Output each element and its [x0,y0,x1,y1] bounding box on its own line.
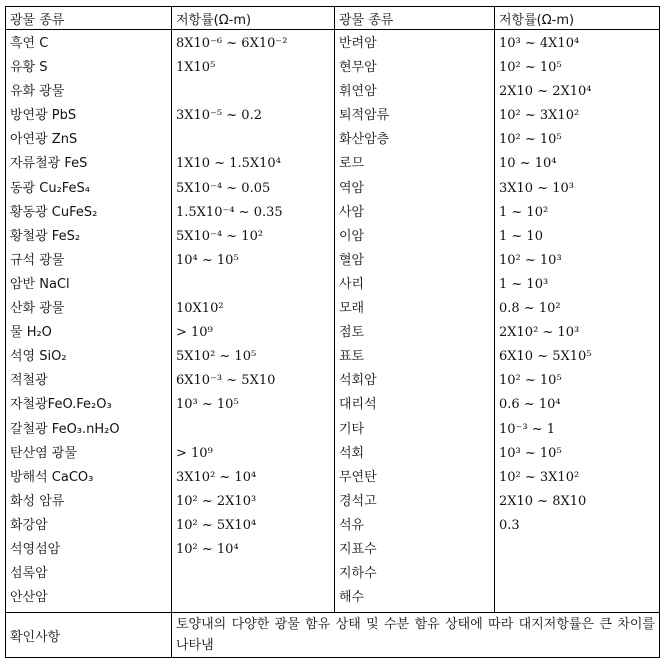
mineral-name: 안산암 [10,590,48,606]
resistivity-value: 5X10⁻⁴ ~ 10² [176,228,264,244]
mineral-name: 산화 광물 [10,301,65,317]
mineral-name: 석영섬암 [10,541,61,557]
resistivity-value: 1X10⁵ [176,60,216,76]
resistivity-value: 5X10² ~ 10⁵ [176,349,257,365]
resistivity-value: 10² ~ 3X10² [499,469,580,485]
right-mineral-column [335,30,495,613]
header-mineral-type-right: 광물 종류 [335,7,495,30]
mineral-name: 경석고 [339,493,377,509]
right-value-column [495,30,660,613]
mineral-name: 화성 암류 [10,493,65,509]
header-row [6,7,660,30]
mineral-name: 규석 광물 [10,252,65,268]
mineral-name: 이암 [339,228,365,244]
resistivity-value: 0.6 ~ 10⁴ [499,397,561,413]
resistivity-value: 3X10 ~ 10³ [499,180,574,196]
mineral-name: 적철광 [10,373,48,389]
resistivity-value [176,128,330,152]
mineral-name: 표토 [339,349,365,365]
resistivity-value: 10⁻³ ~ 1 [499,421,556,437]
mineral-name: 반려암 [339,36,377,51]
resistivity-table-container [5,6,659,662]
resistivity-value [499,562,655,586]
mineral-name: 현무암 [339,60,377,76]
mineral-name: 역암 [339,180,365,196]
resistivity-value: 8X10⁻⁶ ~ 6X10⁻² [176,36,288,51]
resistivity-value: 5X10⁻⁴ ~ 0.05 [176,180,271,196]
left-value-column [172,30,335,613]
mineral-name: 화강암 [10,517,48,533]
note-label: 확인사항 [6,613,172,658]
resistivity-value: 10² ~ 10⁵ [499,132,562,148]
left-mineral-column [6,30,172,613]
mineral-name: 휘연암 [339,84,377,100]
resistivity-value: 10² ~ 10⁵ [499,373,562,389]
mineral-name: 모래 [339,301,365,317]
resistivity-value: 10² ~ 2X10³ [176,493,257,509]
resistivity-value: 1 ~ 10³ [499,276,549,292]
mineral-name: 무연탄 [339,469,377,485]
mineral-name: 사암 [339,204,365,220]
mineral-name: 아연광 ZnS [10,132,78,148]
resistivity-value: 10² ~ 10³ [499,252,562,268]
mineral-name: 기타 [339,421,365,437]
mineral-name: 해수 [339,590,365,606]
mineral-name: 동광 Cu₂FeS₄ [10,180,91,196]
resistivity-value: 1X10 ~ 1.5X10⁴ [176,156,281,172]
resistivity-value: 1.5X10⁻⁴ ~ 0.35 [176,204,283,220]
header-resistivity-left: 저항률(Ω-m) [172,7,335,30]
mineral-name: 황철광 FeS₂ [10,228,81,244]
resistivity-value: 10X10² [176,301,224,317]
mineral-name: 사리 [339,276,365,292]
mineral-name: 지하수 [339,566,377,582]
resistivity-value [176,273,330,297]
mineral-name: 점토 [339,325,365,341]
header-resistivity-right: 저항률(Ω-m) [495,7,660,30]
header-mineral-type-left: 광물 종류 [6,7,172,30]
resistivity-value: 10³ ~ 4X10⁴ [499,36,580,51]
resistivity-value [176,80,330,104]
body-row [6,30,660,613]
resistivity-value: 10² ~ 3X10² [499,108,580,124]
mineral-name: 석영 SiO₂ [10,349,67,365]
mineral-name: 석유 [339,517,365,533]
mineral-name: 황동광 CuFeS₂ [10,204,98,220]
resistivity-value [499,538,655,562]
resistivity-value [176,562,330,586]
resistivity-value: 10³ ~ 10⁵ [176,397,239,413]
resistivity-value: 1 ~ 10² [499,204,549,220]
resistivity-value: 1 ~ 10 [499,228,543,244]
resistivity-value: 2X10² ~ 10³ [499,325,580,341]
resistivity-value: 10 ~ 10⁴ [499,156,557,172]
mineral-name: 석회암 [339,373,377,389]
mineral-name: 자철광FeO.Fe₂O₃ [10,397,112,413]
note-row [6,613,660,658]
resistivity-value: > 10⁹ [176,325,213,341]
mineral-name: 방연광 PbS [10,108,77,124]
mineral-name: 대리석 [339,397,377,413]
resistivity-value: 3X10⁻⁵ ~ 0.2 [176,108,262,124]
resistivity-value: 10³ ~ 10⁵ [499,445,562,461]
mineral-name: 방해석 CaCO₃ [10,469,94,485]
resistivity-value: 0.8 ~ 10² [499,301,561,317]
resistivity-value: 10⁴ ~ 10⁵ [176,252,239,268]
resistivity-value [176,418,330,442]
mineral-name: 지표수 [339,541,377,557]
resistivity-value: 6X10⁻³ ~ 5X10 [176,373,276,389]
resistivity-value: 10² ~ 5X10⁴ [176,517,257,533]
mineral-name: 흑연 C [10,36,49,51]
mineral-name: 자류철광 FeS [10,156,88,172]
mineral-name: 유황 S [10,60,48,76]
mineral-name: 암반 NaCl [10,276,70,292]
resistivity-value: 2X10 ~ 8X10 [499,493,587,509]
mineral-name: 퇴적암류 [339,108,390,124]
resistivity-value: 2X10 ~ 2X10⁴ [499,84,592,100]
resistivity-value: 10² ~ 10⁴ [176,541,239,557]
mineral-name: 갈철광 FeO₃.nH₂O [10,421,120,437]
mineral-name: 석회 [339,445,365,461]
resistivity-table [5,6,660,658]
note-text: 토양내의 다양한 광물 함유 상태 및 수분 함유 상태에 따라 대지저항률은 큰 차이를 나타냄 [172,613,660,658]
resistivity-value [499,586,655,610]
mineral-name: 물 H₂O [10,325,52,341]
resistivity-value: 6X10 ~ 5X10⁵ [499,349,592,365]
mineral-name: 로므 [339,156,365,172]
resistivity-value: 0.3 [499,517,520,533]
mineral-name: 탄산염 광물 [10,445,77,461]
mineral-name: 화산암층 [339,132,390,148]
resistivity-value: > 10⁹ [176,445,213,461]
resistivity-value: 10² ~ 10⁵ [499,60,562,76]
mineral-name: 혈암 [339,252,365,268]
resistivity-value [176,586,330,610]
mineral-name: 유화 광물 [10,84,65,100]
mineral-name: 섬록암 [10,566,48,582]
resistivity-value: 3X10² ~ 10⁴ [176,469,257,485]
